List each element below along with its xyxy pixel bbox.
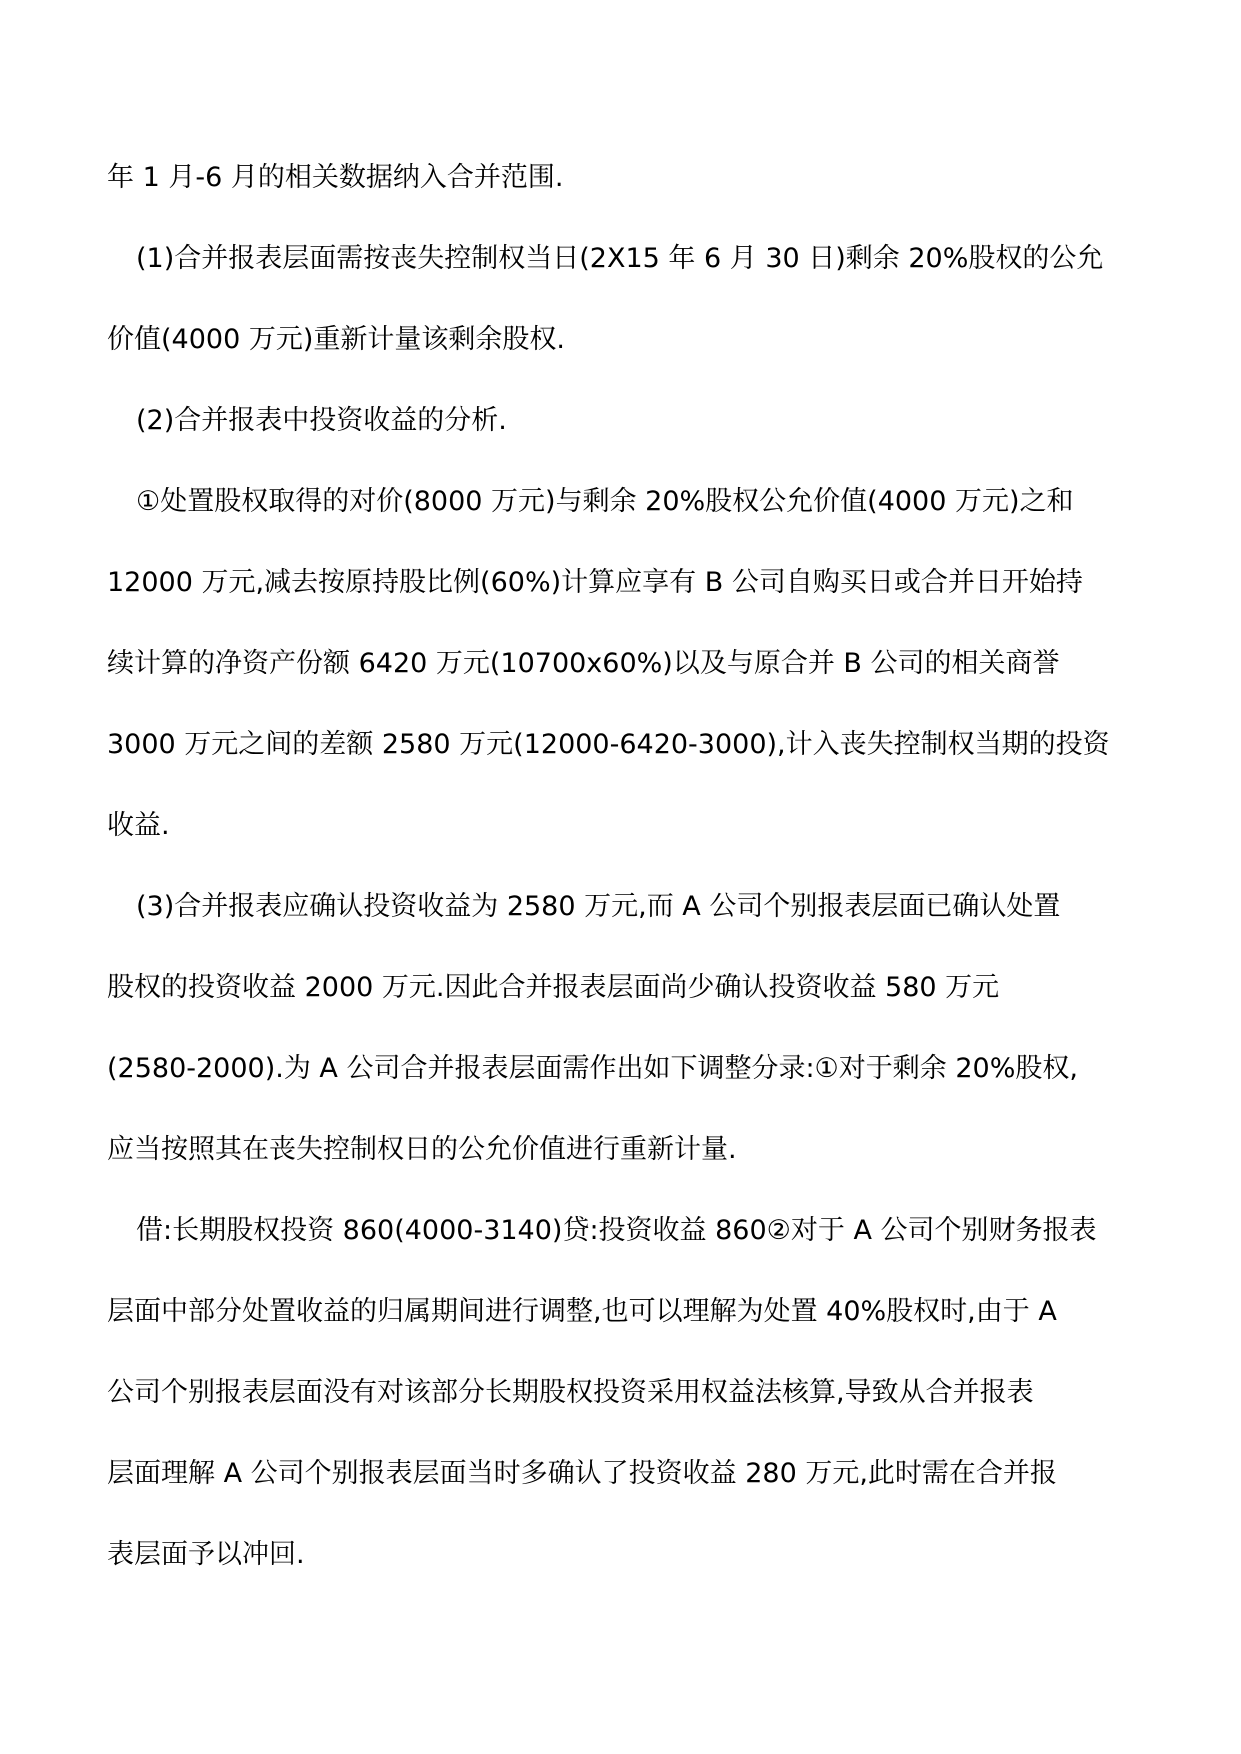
text-line-12: (2580-2000).为 A 公司合并报表层面需作出如下调整分录:①对于剩余 20%股权,	[107, 1053, 1078, 1084]
text-line-1: 年 1 月-6 月的相关数据纳入合并范围.	[107, 162, 564, 193]
text-line-8: 3000 万元之间的差额 2580 万元(12000-6420-3000),计入丧失控制权当期的投资	[107, 729, 1110, 760]
text-line-10: (3)合并报表应确认投资收益为 2580 万元,而 A 公司个别报表层面已确认处置	[136, 891, 1061, 922]
text-line-13: 应当按照其在丧失控制权日的公允价值进行重新计量.	[107, 1134, 737, 1165]
text-line-5: ①处置股权取得的对价(8000 万元)与剩余 20%股权公允价值(4000 万元)之和	[136, 486, 1074, 517]
text-line-4: (2)合并报表中投资收益的分析.	[136, 405, 507, 436]
text-line-15: 层面中部分处置收益的归属期间进行调整,也可以理解为处置 40%股权时,由于 A	[107, 1296, 1057, 1327]
text-line-11: 股权的投资收益 2000 万元.因此合并报表层面尚少确认投资收益 580 万元	[107, 972, 1000, 1003]
text-line-17: 层面理解 A 公司个别报表层面当时多确认了投资收益 280 万元,此时需在合并报	[107, 1458, 1057, 1489]
text-line-14: 借:长期股权投资 860(4000-3140)贷:投资收益 860②对于 A 公司个别财务报表	[136, 1215, 1097, 1246]
text-line-18: 表层面予以冲回.	[107, 1539, 305, 1570]
text-line-9: 收益.	[107, 810, 170, 841]
text-line-7: 续计算的净资产份额 6420 万元(10700x60%)以及与原合并 B 公司的相关商誉	[107, 648, 1060, 679]
text-line-6: 12000 万元,减去按原持股比例(60%)计算应享有 B 公司自购买日或合并日开始持	[107, 567, 1083, 598]
document-body	[107, 160, 1142, 1618]
text-line-16: 公司个别报表层面没有对该部分长期股权投资采用权益法核算,导致从合并报表	[107, 1377, 1034, 1408]
text-line-3: 价值(4000 万元)重新计量该剩余股权.	[107, 324, 565, 355]
text-line-2: (1)合并报表层面需按丧失控制权当日(2X15 年 6 月 30 日)剩余 20%股权的公允	[136, 243, 1104, 274]
